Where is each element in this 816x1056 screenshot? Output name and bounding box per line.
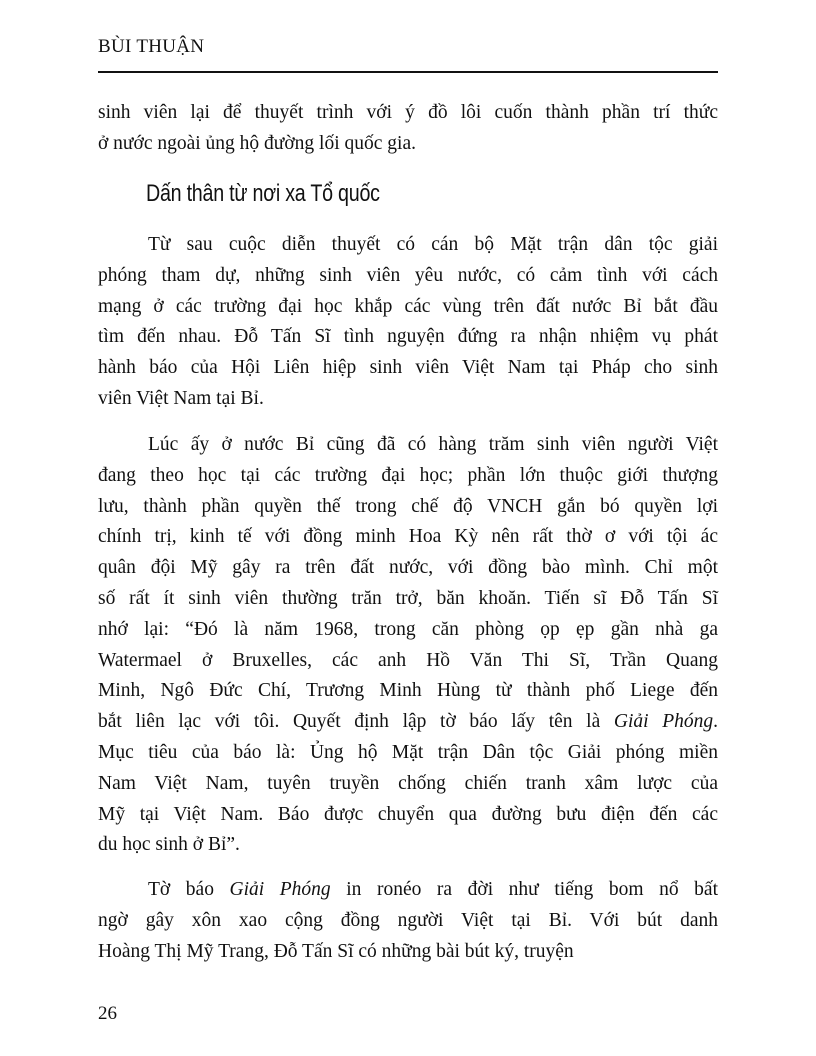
text-segment: phóng tham dự, những sinh viên yêu nước, có cảm tình với cách [98, 264, 718, 286]
text-segment: du học sinh ở Bỉ”. [98, 834, 240, 856]
text-segment: . [713, 711, 718, 733]
text-line [98, 830, 718, 861]
text-segment: ở nước ngoài ủng hộ đường lối quốc gia. [98, 132, 416, 154]
italic-title: Giải Phóng [229, 879, 331, 900]
text-line [98, 707, 718, 738]
text-segment: Watermael ở Bruxelles, các anh Hồ Văn Thi Sĩ, Trần Quang [98, 649, 718, 671]
text-segment: đang theo học tại các trường đại học; phần lớn thuộc giới thượng [98, 464, 718, 486]
text-segment: tìm đến nhau. Đỗ Tấn Sĩ tình nguyện đứng ra nhận nhiệm vụ phát [98, 326, 718, 348]
text-line [98, 584, 718, 615]
text-segment: Lúc ấy ở nước Bỉ cũng đã có hàng trăm sinh viên người Việt [148, 434, 718, 455]
text-line [98, 937, 718, 968]
text-line [98, 261, 718, 292]
text-line [98, 322, 718, 353]
text-segment: Tờ báo [148, 879, 230, 900]
text-segment: viên Việt Nam tại Bỉ. [98, 387, 264, 409]
text-line [98, 738, 718, 769]
text-segment: mạng ở các trường đại học khắp các vùng trên đất nước Bỉ bắt đầu [98, 295, 718, 317]
text-line [98, 461, 718, 492]
text-segment: Nam Việt Nam, tuyên truyền chống chiến tranh xâm lược của [98, 772, 718, 794]
text-segment: quân đội Mỹ gây ra trên đất nước, với đồng bào mình. Chỉ một [98, 557, 718, 579]
text-line [98, 769, 718, 800]
text-segment: nhớ lại: “Đó là năm 1968, trong căn phòng ọp ẹp gần nhà ga [98, 618, 718, 640]
text-segment: Từ sau cuộc diễn thuyết có cán bộ Mặt trận dân tộc giải [148, 234, 718, 255]
text-line [98, 646, 718, 677]
header-divider [98, 71, 718, 73]
paragraph [98, 98, 718, 160]
text-segment: in ronéo ra đời như tiếng bom nổ bất [330, 879, 718, 900]
text-line [98, 98, 718, 129]
running-header: BÙI THUẬN [98, 36, 205, 57]
text-segment: Hoàng Thị Mỹ Trang, Đỗ Tấn Sĩ có những bài bút ký, truyện [98, 940, 574, 962]
text-line [98, 875, 718, 906]
text-line [98, 492, 718, 523]
text-line [98, 800, 718, 831]
text-segment: chính trị, kinh tế với đồng minh Hoa Kỳ nên rất thờ ơ với tội ác [98, 526, 718, 548]
text-segment: Mỹ tại Việt Nam. Báo được chuyển qua đường bưu điện đến các [98, 803, 718, 825]
paragraph [98, 230, 718, 415]
text-line [98, 553, 718, 584]
text-line [98, 353, 718, 384]
text-line [98, 615, 718, 646]
text-segment: Mục tiêu của báo là: Ủng hộ Mặt trận Dân tộc Giải phóng miền [98, 741, 718, 763]
text-line [98, 129, 718, 160]
text-segment: ngờ gây xôn xao cộng đồng người Việt tại Bỉ. Với bút danh [98, 909, 718, 931]
section-heading: Dấn thân từ nơi xa Tổ quốc [146, 180, 380, 207]
text-segment: hành báo của Hội Liên hiệp sinh viên Việt Nam tại Pháp cho sinh [98, 357, 718, 379]
text-segment: bắt liên lạc với tôi. Quyết định lập tờ báo lấy tên là [98, 711, 614, 733]
text-segment: sinh viên lại để thuyết trình với ý đồ lôi cuốn thành phần trí thức [98, 102, 718, 123]
text-line [98, 676, 718, 707]
italic-title: Giải Phóng [613, 711, 714, 733]
text-line [98, 906, 718, 937]
page-number: 26 [98, 1003, 117, 1024]
text-segment: số rất ít sinh viên thường trăn trở, băn khoăn. Tiến sĩ Đỗ Tấn Sĩ [98, 587, 718, 609]
text-line [98, 430, 718, 461]
text-line [98, 522, 718, 553]
paragraph [98, 875, 718, 967]
paragraph [98, 430, 718, 861]
text-line [98, 230, 718, 261]
text-line [98, 292, 718, 323]
text-segment: lưu, thành phần quyền thế trong chế độ VNCH gắn bó quyền lợi [98, 495, 718, 517]
text-line [98, 384, 718, 415]
text-segment: Minh, Ngô Đức Chí, Trương Minh Hùng từ thành phố Liege đến [98, 680, 718, 702]
